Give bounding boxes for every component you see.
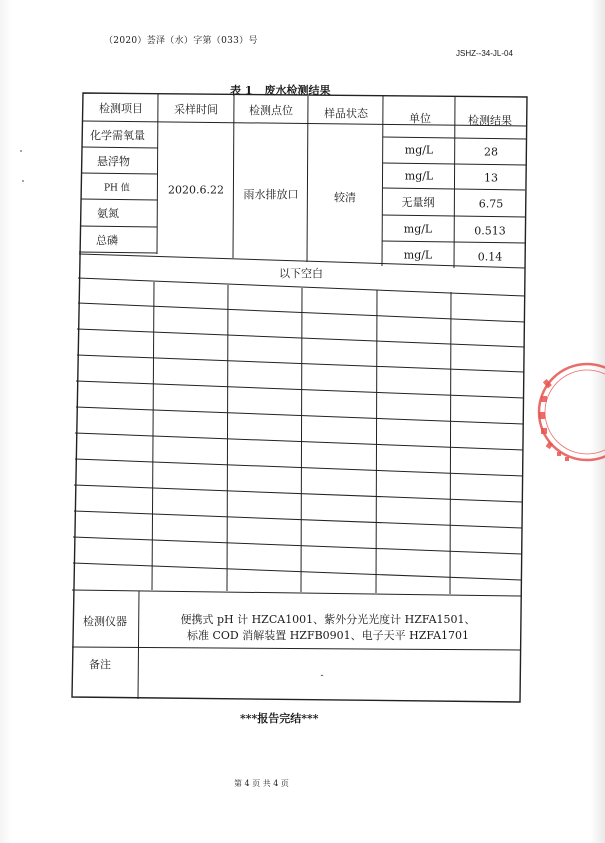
row-line [382,241,525,243]
result-cell: 6.75 [478,197,504,211]
blank-row-line [77,329,524,347]
unit-cell: mg/L [403,222,433,236]
table-border [72,93,527,702]
col-header-time: 采样时间 [174,103,218,116]
unit-cell: mg/L [404,143,434,157]
blank-row-line [76,381,524,398]
row-line [382,215,525,217]
result-cell: 13 [484,171,498,185]
instrument-list [148,612,508,644]
blank-row-line [74,485,522,502]
document-number: （2020）荟泽（水）字第（033）号 [104,36,258,46]
row-line [80,226,157,227]
result-cell: 0.513 [474,224,506,238]
col-header-unit: 单位 [409,112,431,125]
sample-point-cell: 雨水排放口 [243,188,299,201]
blank-row-line [75,459,523,476]
report-end-text: ***报告完结*** [240,712,319,725]
seal-stamp-icon [525,360,605,470]
row-line [81,199,157,200]
header-row-line [83,121,526,126]
col-line [233,95,234,258]
remark-value: - [320,671,324,681]
document-code: JSHZ--34-JL-04 [456,49,513,58]
blank-row-line [73,537,522,554]
item-cell: 化学需氧量 [90,129,145,142]
blank-row-line [76,407,523,424]
page-number: 第 4 页 共 4 页 [234,779,289,788]
blank-note: 以下空白 [279,267,323,280]
blank-row-line [75,433,523,450]
col-header-state: 样品状态 [324,107,368,120]
col-line [307,96,308,262]
instrument-line: 便携式 pH 计 HZCA1001、紫外分光光度计 HZFA1501、 [180,613,476,626]
item-cell: PH 值 [104,183,130,194]
row-line [72,647,520,650]
result-cell: 28 [484,145,498,159]
result-cell: 0.14 [477,250,503,264]
item-cell: 氨氮 [97,207,119,220]
col-line [382,96,383,266]
blank-row-line [77,355,524,372]
col-header-item: 检测项目 [99,102,143,115]
col-header-result: 检测结果 [468,114,512,127]
item-cell: 总磷 [96,234,118,247]
sample-time-cell: 2020.6.22 [168,183,224,197]
remark-label: 备注 [89,658,111,671]
unit-cell: mg/L [403,248,433,262]
blank-row-line [73,563,521,580]
blank-col-line [450,292,451,594]
sample-state-cell: 较清 [334,191,356,204]
table-title-text: 废水检测结果 [264,84,331,97]
row-line [82,147,158,148]
unit-cell: 无量纲 [401,196,435,209]
col-header-point: 检测点位 [249,104,293,117]
instrument-label: 检测仪器 [83,615,127,628]
blank-col-line [376,290,377,593]
row-line [81,173,158,174]
label-col-line [138,591,139,699]
blank-col-line [227,285,228,591]
blank-row-line [74,511,522,528]
item-cell: 悬浮物 [97,155,130,168]
blank-col-line [301,288,302,592]
instrument-line: 标准 COD 消解装置 HZFB0901、电子天平 HZFA1701 [186,629,470,642]
row-line [79,252,157,253]
unit-cell: mg/L [404,169,434,183]
table-title-number: 表 1 [230,84,253,97]
